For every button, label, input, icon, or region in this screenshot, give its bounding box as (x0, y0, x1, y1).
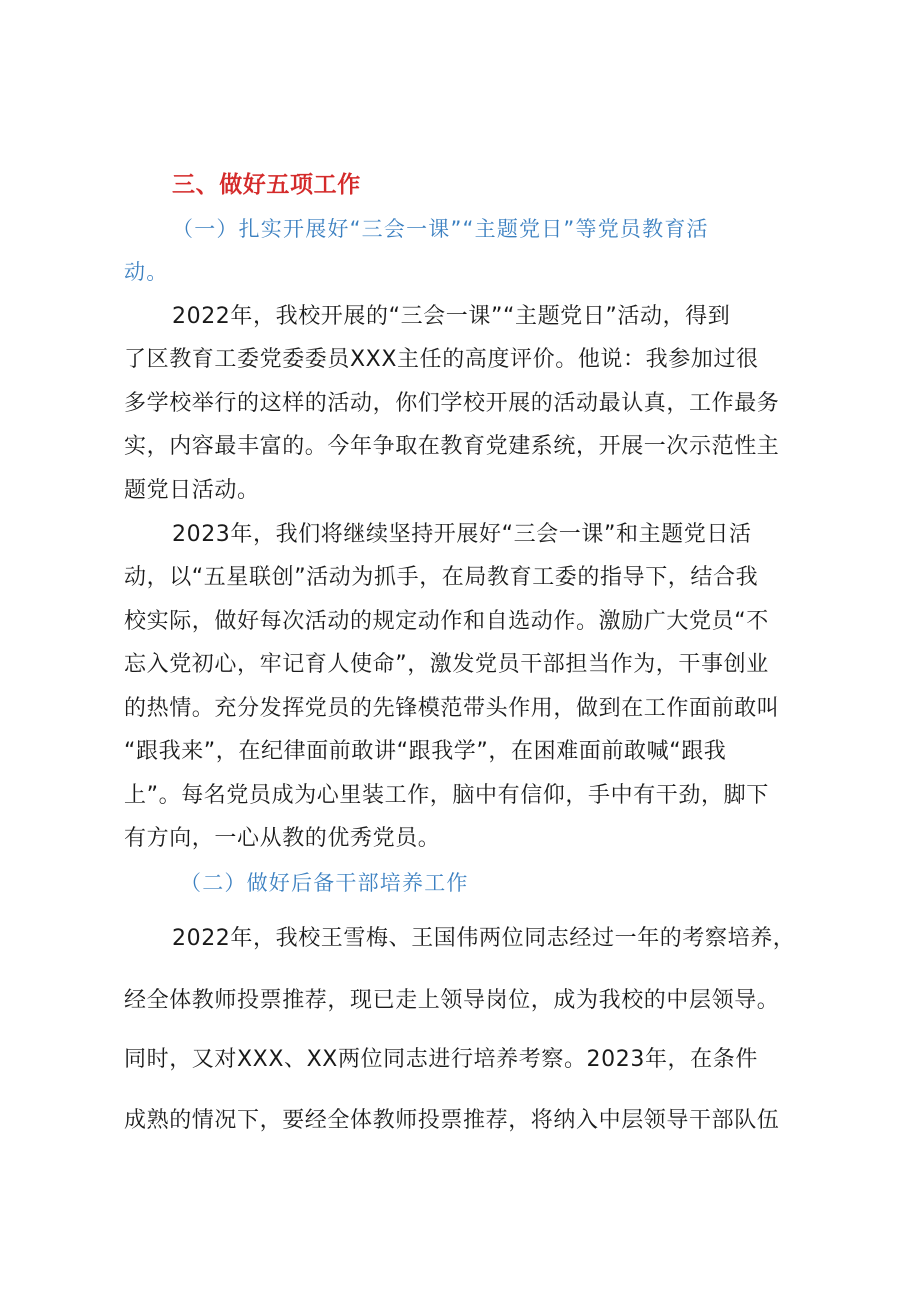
paragraph-2-line: 校实际，做好每次活动的规定动作和自选动作。激励广大党员“不 (124, 609, 769, 634)
subsection-1-title-line-2: 动。 (124, 260, 169, 284)
paragraph-2-line: 的热情。充分发挥党员的先锋模范带头作用，做到在工作面前敢叫 (124, 696, 780, 721)
paragraph-3-line: 成熟的情况下，要经全体教师投票推荐，将纳入中层领导干部队伍 (124, 1108, 780, 1133)
paragraph-2-line: 动，以“五星联创”活动为抓手，在局教育工委的指导下，结合我 (124, 565, 759, 590)
paragraph-1-line: 了区教育工委党委委员XXX主任的高度评价。他说：我参加过很 (124, 347, 759, 372)
paragraph-2-line: 上”。每名党员成为心里装工作，脑中有信仰，手中有干劲，脚下 (124, 783, 769, 808)
paragraph-1-line: 实，内容最丰富的。今年争取在教育党建系统，开展一次示范性主 (124, 434, 780, 459)
paragraph-2-line: “跟我来”，在纪律面前敢讲“跟我学”，在困难面前敢喊“跟我 (124, 739, 727, 764)
paragraph-3-line: 2022年，我校王雪梅、王国伟两位同志经过一年的考察培养， (172, 926, 796, 951)
section-heading: 三、做好五项工作 (172, 172, 361, 198)
paragraph-1-line: 题党日活动。 (124, 478, 260, 503)
paragraph-1-line: 多学校举行的这样的活动，你们学校开展的活动最认真，工作最务 (124, 391, 780, 416)
paragraph-2-line: 忘入党初心，牢记育人使命”，激发党员干部担当作为，干事创业 (124, 652, 769, 677)
paragraph-2-line: 2023年，我们将继续坚持开展好“三会一课”和主题党日活 (172, 522, 752, 547)
paragraph-3-line: 经全体教师投票推荐，现已走上领导岗位，成为我校的中层领导。 (124, 988, 780, 1013)
subsection-2-title: （二）做好后备干部培养工作 (180, 871, 469, 895)
paragraph-3-line: 同时，又对XXX、XX两位同志进行培养考察。2023年，在条件 (124, 1047, 758, 1072)
paragraph-1-line: 2022年，我校开展的“三会一课”“主题党日”活动，得到 (172, 304, 731, 329)
subsection-1-title-line-1: （一）扎实开展好“三会一课”“主题党日”等党员教育活 (172, 217, 709, 241)
paragraph-2-line: 有方向，一心从教的优秀党员。 (124, 826, 441, 851)
